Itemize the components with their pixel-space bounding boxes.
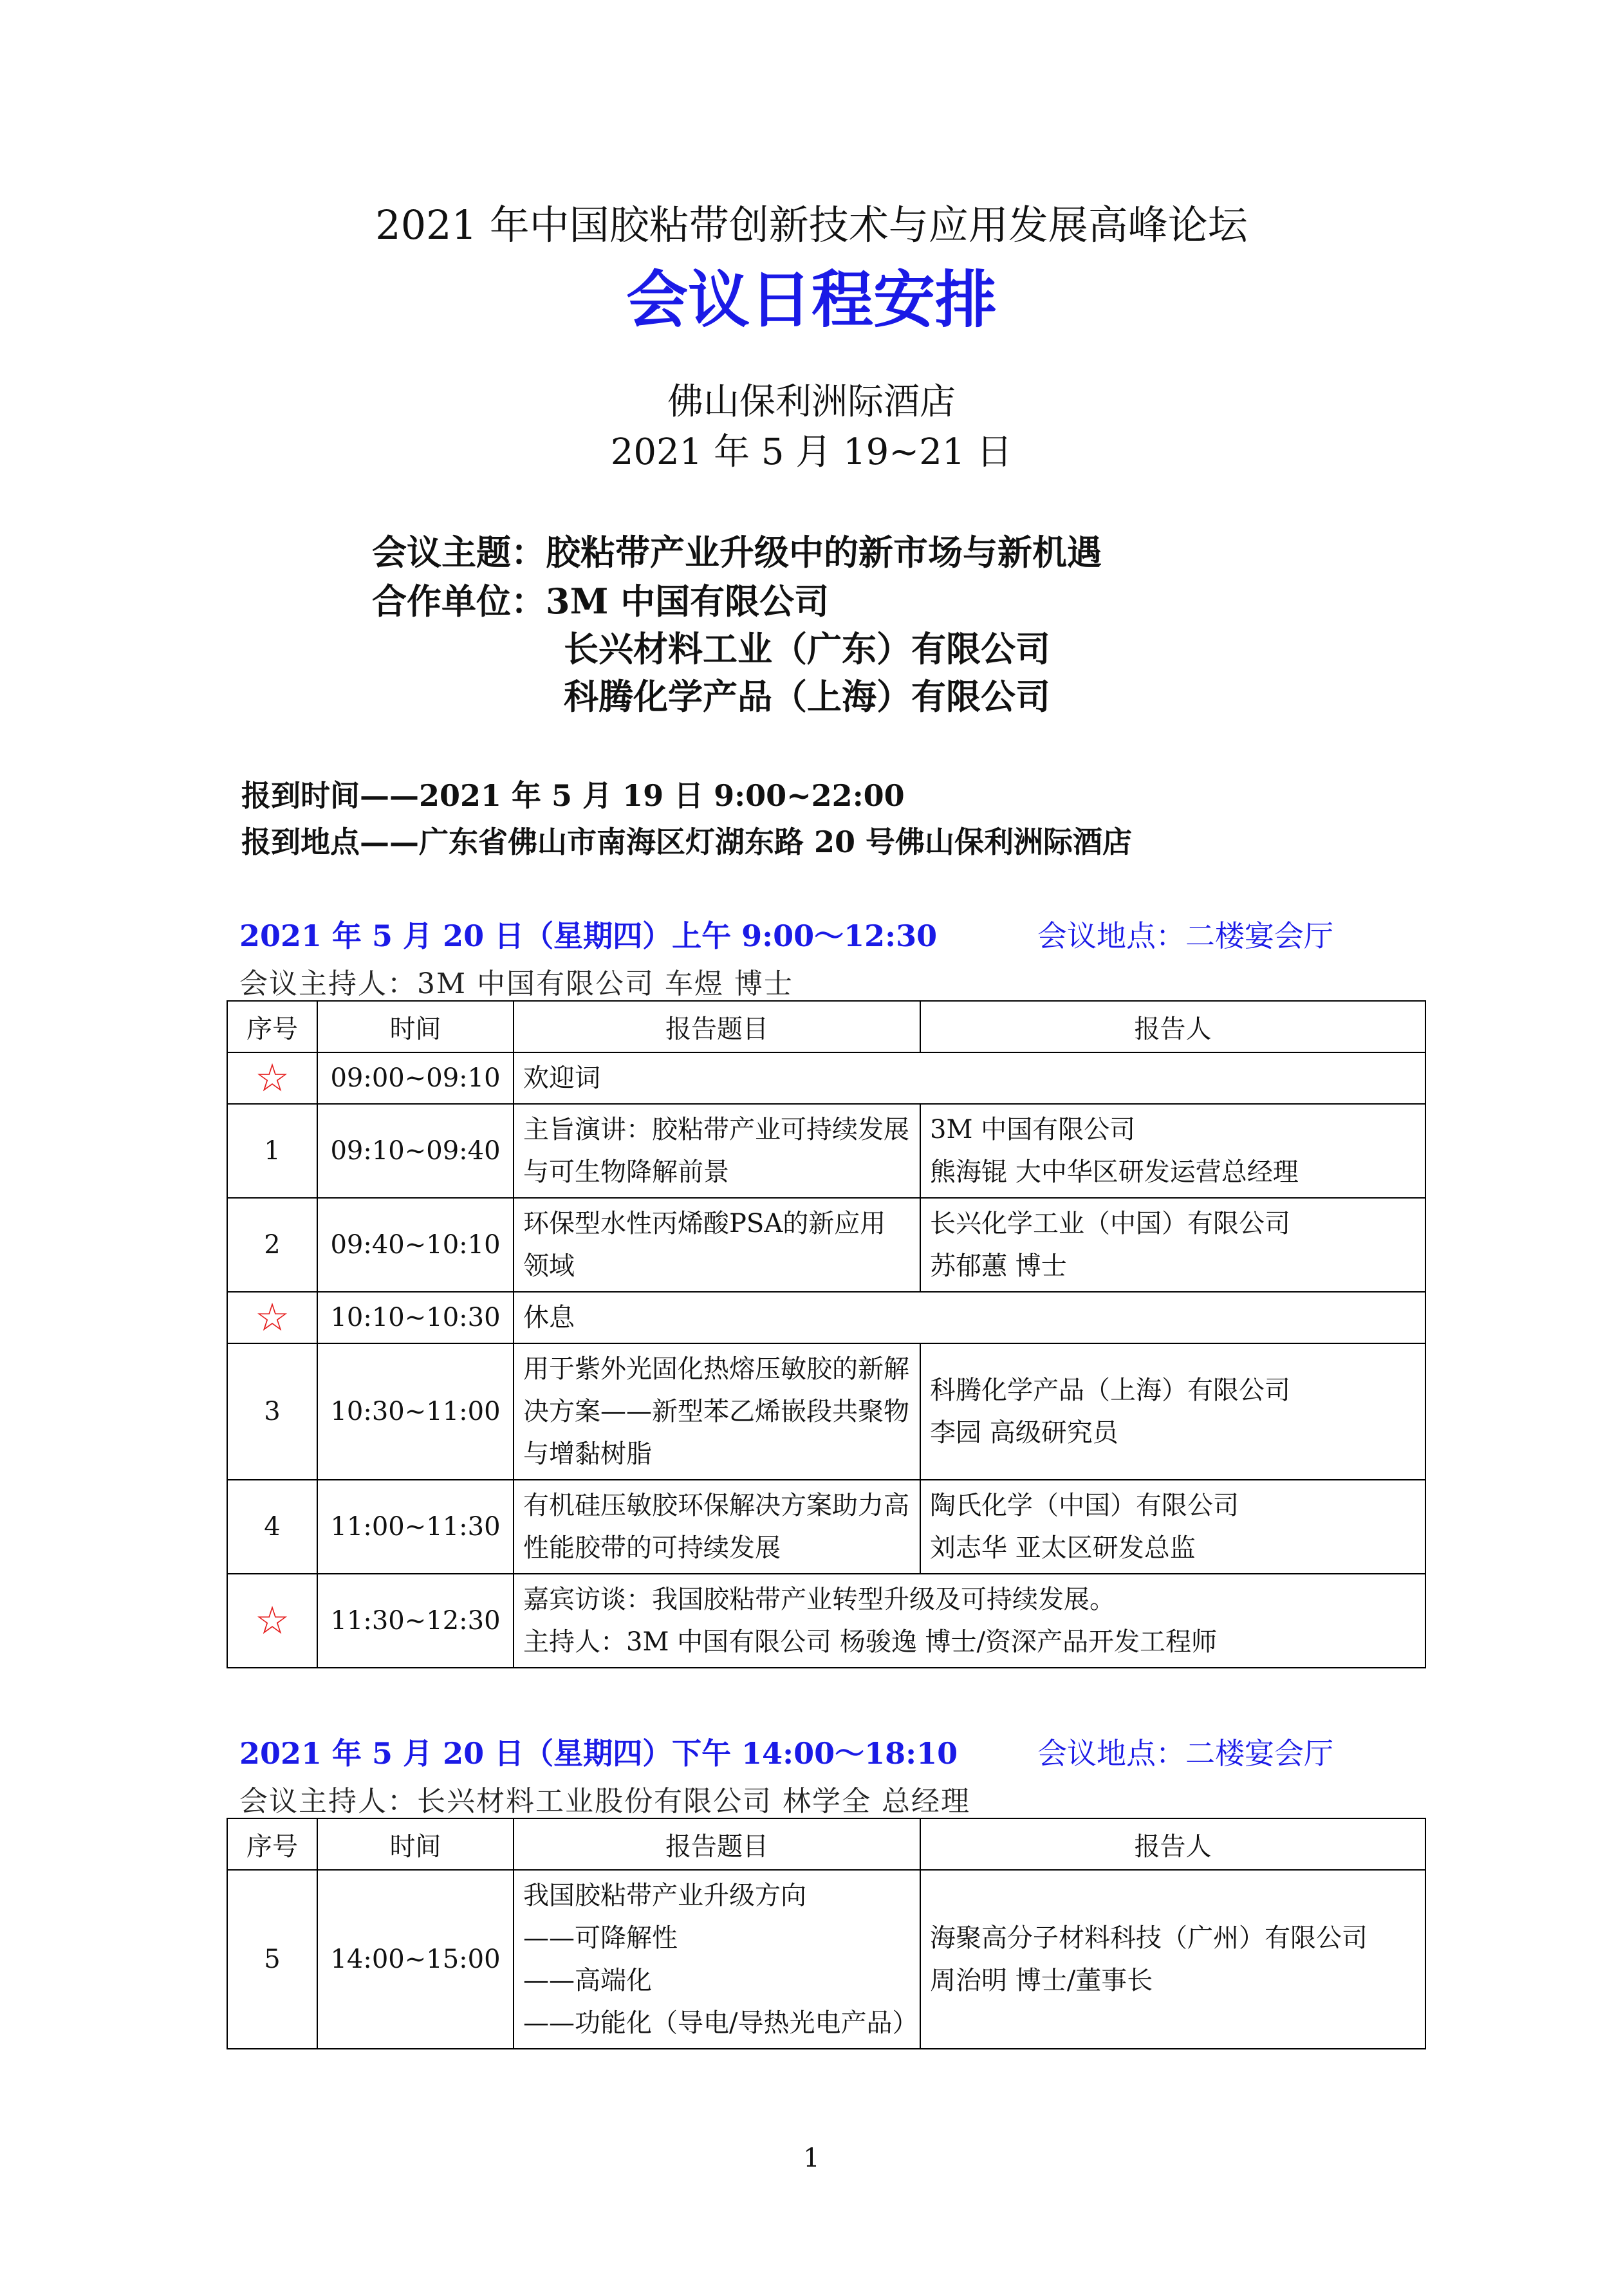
session1-location: 会议地点：二楼宴会厅 [1037, 919, 1333, 953]
session2-host: 会议主持人：长兴材料工业股份有限公司 林学全 总经理 [239, 1785, 970, 1818]
session1-heading: 2021 年 5 月 20 日（星期四）上午 9:00～12:30 [239, 919, 938, 953]
row-topic: 休息 [514, 1292, 1425, 1343]
col-header-topic: 报告题目 [514, 1818, 920, 1870]
venue-name: 佛山保利洲际酒店 [667, 381, 956, 423]
table-row [227, 1052, 1425, 1104]
row-time: 10:10~10:30 [317, 1292, 514, 1343]
col-header-time: 时间 [317, 1818, 514, 1870]
row-topic: 环保型水性丙烯酸PSA的新应用领域 [514, 1198, 920, 1292]
table-row [227, 1870, 1425, 2049]
partner-3: 科腾化学产品（上海）有限公司 [564, 676, 1050, 717]
star-icon: ☆ [255, 1598, 290, 1643]
row-marker [227, 1292, 317, 1343]
row-time: 09:10~09:40 [317, 1104, 514, 1198]
registration-time: 报到时间——2021 年 5 月 19 日 9:00~22:00 [241, 778, 905, 813]
table-row [227, 1574, 1425, 1668]
row-topic: 我国胶粘带产业升级方向 ——可降解性 ——高端化 ——功能化（导电/导热光电产品） [514, 1870, 920, 2049]
row-time: 11:30~12:30 [317, 1574, 514, 1668]
row-speaker: 陶氏化学（中国）有限公司 刘志华 亚太区研发总监 [920, 1480, 1425, 1574]
conference-title: 2021 年中国胶粘带创新技术与应用发展高峰论坛 [375, 201, 1248, 248]
row-topic: 用于紫外光固化热熔压敏胶的新解决方案——新型苯乙烯嵌段共聚物与增黏树脂 [514, 1343, 920, 1480]
session2-table [227, 1818, 1426, 2049]
row-number: 5 [227, 1870, 317, 2049]
partner-2: 长兴材料工业（广东）有限公司 [564, 628, 1050, 669]
session2-location: 会议地点：二楼宴会厅 [1037, 1736, 1333, 1771]
table-header-row [227, 1818, 1425, 1870]
row-speaker: 3M 中国有限公司 熊海锟 大中华区研发运营总经理 [920, 1104, 1425, 1198]
table-row [227, 1480, 1425, 1574]
col-header-speaker: 报告人 [920, 1818, 1425, 1870]
row-time: 11:00~11:30 [317, 1480, 514, 1574]
row-speaker: 海聚高分子材料科技（广州）有限公司 周治明 博士/董事长 [920, 1870, 1425, 2049]
star-icon: ☆ [255, 1295, 290, 1340]
row-time: 14:00~15:00 [317, 1870, 514, 2049]
table-row [227, 1104, 1425, 1198]
table-row [227, 1343, 1425, 1480]
row-topic: 嘉宾访谈：我国胶粘带产业转型升级及可持续发展。 主持人：3M 中国有限公司 杨骏逸 博士/资深产品开发工程师 [514, 1574, 1425, 1668]
row-time: 09:40~10:10 [317, 1198, 514, 1292]
agenda-title: 会议日程安排 [626, 264, 997, 336]
row-speaker: 长兴化学工业（中国）有限公司 苏郁蕙 博士 [920, 1198, 1425, 1292]
row-number: 1 [227, 1104, 317, 1198]
row-marker [227, 1574, 317, 1668]
row-time: 09:00~09:10 [317, 1052, 514, 1104]
row-time: 10:30~11:00 [317, 1343, 514, 1480]
partner-1: 合作单位：3M 中国有限公司 [372, 581, 830, 622]
row-speaker: 科腾化学产品（上海）有限公司 李园 高级研究员 [920, 1343, 1425, 1480]
row-topic: 欢迎词 [514, 1052, 1425, 1104]
row-topic: 有机硅压敏胶环保解决方案助力高性能胶带的可持续发展 [514, 1480, 920, 1574]
session1-table [227, 1000, 1426, 1668]
row-marker [227, 1052, 317, 1104]
row-topic: 主旨演讲：胶粘带产业可持续发展与可生物降解前景 [514, 1104, 920, 1198]
star-icon: ☆ [255, 1056, 290, 1101]
conference-dates: 2021 年 5 月 19~21 日 [610, 431, 1013, 473]
row-number: 3 [227, 1343, 317, 1480]
row-number: 4 [227, 1480, 317, 1574]
conference-theme: 会议主题：胶粘带产业升级中的新市场与新机遇 [372, 532, 1102, 573]
table-row [227, 1198, 1425, 1292]
col-header-time: 时间 [317, 1001, 514, 1052]
col-header-speaker: 报告人 [920, 1001, 1425, 1052]
page-number: 1 [803, 2143, 820, 2173]
col-header-no: 序号 [227, 1818, 317, 1870]
col-header-no: 序号 [227, 1001, 317, 1052]
registration-place: 报到地点——广东省佛山市南海区灯湖东路 20 号佛山保利洲际酒店 [241, 825, 1133, 859]
table-row [227, 1292, 1425, 1343]
col-header-topic: 报告题目 [514, 1001, 920, 1052]
table-header-row [227, 1001, 1425, 1052]
session1-host: 会议主持人：3M 中国有限公司 车煜 博士 [239, 967, 794, 1000]
session2-heading: 2021 年 5 月 20 日（星期四）下午 14:00～18:10 [239, 1736, 958, 1771]
row-number: 2 [227, 1198, 317, 1292]
